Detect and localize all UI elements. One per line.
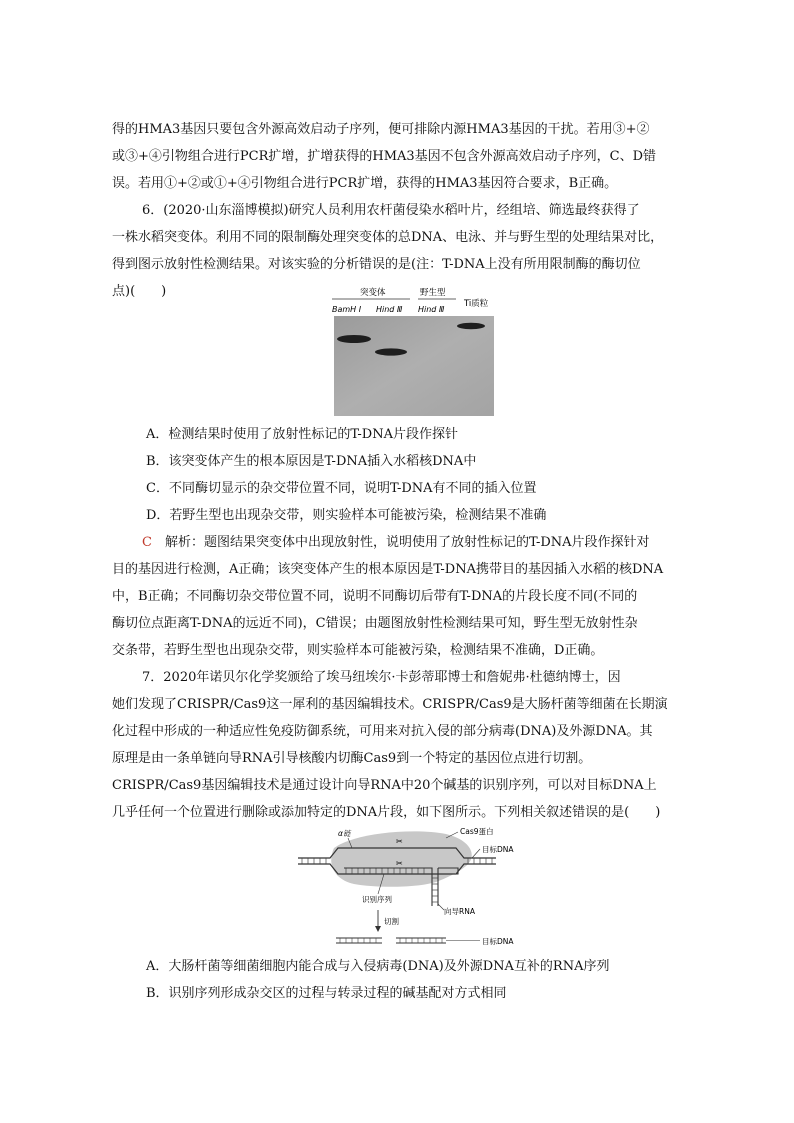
q7-stem-line-2: 她们发现了CRISPR/Cas9这一犀利的基因编辑技术。CRISPR/Cas9是大肠杆菌等细菌在长期演 bbox=[112, 697, 668, 712]
label-alpha-strand: α链 bbox=[338, 829, 351, 838]
q6-explanation-line-3: 中，B正确；不同酶切杂交带位置不同，说明不同酶切后带有T-DNA的片段长度不同(不同的 bbox=[112, 589, 638, 604]
gel-label-hind3-b: Hind Ⅲ bbox=[418, 305, 445, 314]
q7-stem-line-1: 7．2020年诺贝尔化学奖颁给了埃马纽埃尔·卡彭蒂耶博士和詹妮弗·杜德纳博士，因 bbox=[142, 670, 621, 685]
q7-option-a: A．大肠杆菌等细菌细胞内能合成与入侵病毒(DNA)及外源DNA互补的RNA序列 bbox=[146, 959, 610, 974]
q6-explanation-line-5: 交条带，若野生型也出现杂交带，则实验样本可能被污染，检测结果不准确，D正确。 bbox=[112, 643, 604, 658]
label-recognition-seq: 识别序列 bbox=[362, 895, 392, 904]
gel-label-mutant: 突变体 bbox=[360, 288, 386, 298]
q7-stem-line-5: CRISPR/Cas9基因编辑技术是通过设计向导RNA中20个碱基的识别序列，可以对目标DNA上 bbox=[112, 778, 657, 793]
q6-explanation-line-1: C 解析：题图结果突变体中出现放射性，说明使用了放射性标记的T-DNA片段作探针对 bbox=[142, 535, 650, 550]
gel-band-hind3 bbox=[375, 348, 407, 355]
q6-explanation-line-4: 酶切位点距离T-DNA的远近不同)，C错误；由题图放射性检测结果可知，野生型无放射性杂 bbox=[112, 616, 638, 631]
gel-label-wild: 野生型 bbox=[420, 288, 446, 298]
q7-stem-line-6: 几乎任何一个位置进行删除或添加特定的DNA片段，如下图所示。下列相关叙述错误的是( ) bbox=[112, 805, 661, 820]
q6-option-d: D．若野生型也出现杂交带，则实验样本可能被污染，检测结果不准确 bbox=[146, 508, 547, 523]
q7-stem-line-4: 原理是由一条单链向导RNA引导核酸内切酶Cas9到一个特定的基因位点进行切割。 bbox=[112, 751, 592, 766]
label-guide-rna: 向导RNA bbox=[444, 907, 475, 916]
q6-option-b: B．该突变体产生的根本原因是T-DNA插入水稻核DNA中 bbox=[146, 454, 477, 469]
gel-band-bamh1 bbox=[337, 335, 371, 343]
gel-electrophoresis-figure bbox=[328, 286, 498, 418]
q6-option-c: C．不同酶切显示的杂交带位置不同，说明T-DNA有不同的插入位置 bbox=[146, 481, 537, 496]
scissors-icon-top: ✂ bbox=[396, 837, 403, 846]
intro-line-1: 得的HMA3基因只要包含外源高效启动子序列，便可排除内源HMA3基因的干扰。若用③+② bbox=[112, 122, 650, 137]
gel-label-hind3-a: Hind Ⅲ bbox=[376, 305, 403, 314]
q6-answer-letter: C bbox=[142, 535, 152, 550]
q6-option-a: A．检测结果时使用了放射性标记的T-DNA片段作探针 bbox=[146, 427, 458, 442]
intro-line-3: 误。若用①+②或①+④引物组合进行PCR扩增，获得的HMA3基因符合要求，B正确。 bbox=[112, 176, 618, 191]
q6-stem-line-3: 得到图示放射性检测结果。对该实验的分析错误的是(注：T-DNA上没有所用限制酶的酶切位 bbox=[112, 257, 641, 272]
scissors-icon-bottom: ✂ bbox=[396, 859, 403, 868]
q7-stem-line-3: 化过程中形成的一种适应性免疫防御系统，可用来对抗入侵的部分病毒(DNA)及外源DNA。其 bbox=[112, 724, 653, 739]
label-cut: 切割 bbox=[384, 917, 399, 926]
gel-label-plasmid: Ti质粒 bbox=[464, 299, 489, 309]
gel-label-bamh1: BamH Ⅰ bbox=[332, 305, 362, 314]
q6-stem-line-4: 点)( ) bbox=[112, 284, 167, 299]
q7-option-b: B．识别序列形成杂交区的过程与转录过程的碱基配对方式相同 bbox=[146, 986, 507, 1001]
gel-band-plasmid bbox=[457, 323, 485, 329]
label-target-dna-cut: 目标DNA bbox=[482, 937, 514, 946]
intro-line-2: 或③+④引物组合进行PCR扩增，扩增获得的HMA3基因不包含外源高效启动子序列，C、D错 bbox=[112, 149, 657, 164]
q6-explanation-line-2: 目的基因进行检测，A正确；该突变体产生的根本原因是T-DNA携带目的基因插入水稻的核DNA bbox=[112, 562, 664, 577]
q6-stem-line-1: 6．(2020·山东淄博模拟)研究人员利用农杆菌侵染水稻叶片，经组培、筛选最终获得了 bbox=[142, 203, 640, 218]
crispr-cas9-diagram bbox=[296, 826, 526, 950]
q6-stem-line-2: 一株水稻突变体。利用不同的限制酶处理突变体的总DNA、电泳、并与野生型的处理结果对比， bbox=[112, 230, 664, 245]
label-target-dna: 目标DNA bbox=[482, 845, 514, 854]
label-cas9: Cas9蛋白 bbox=[460, 827, 494, 836]
